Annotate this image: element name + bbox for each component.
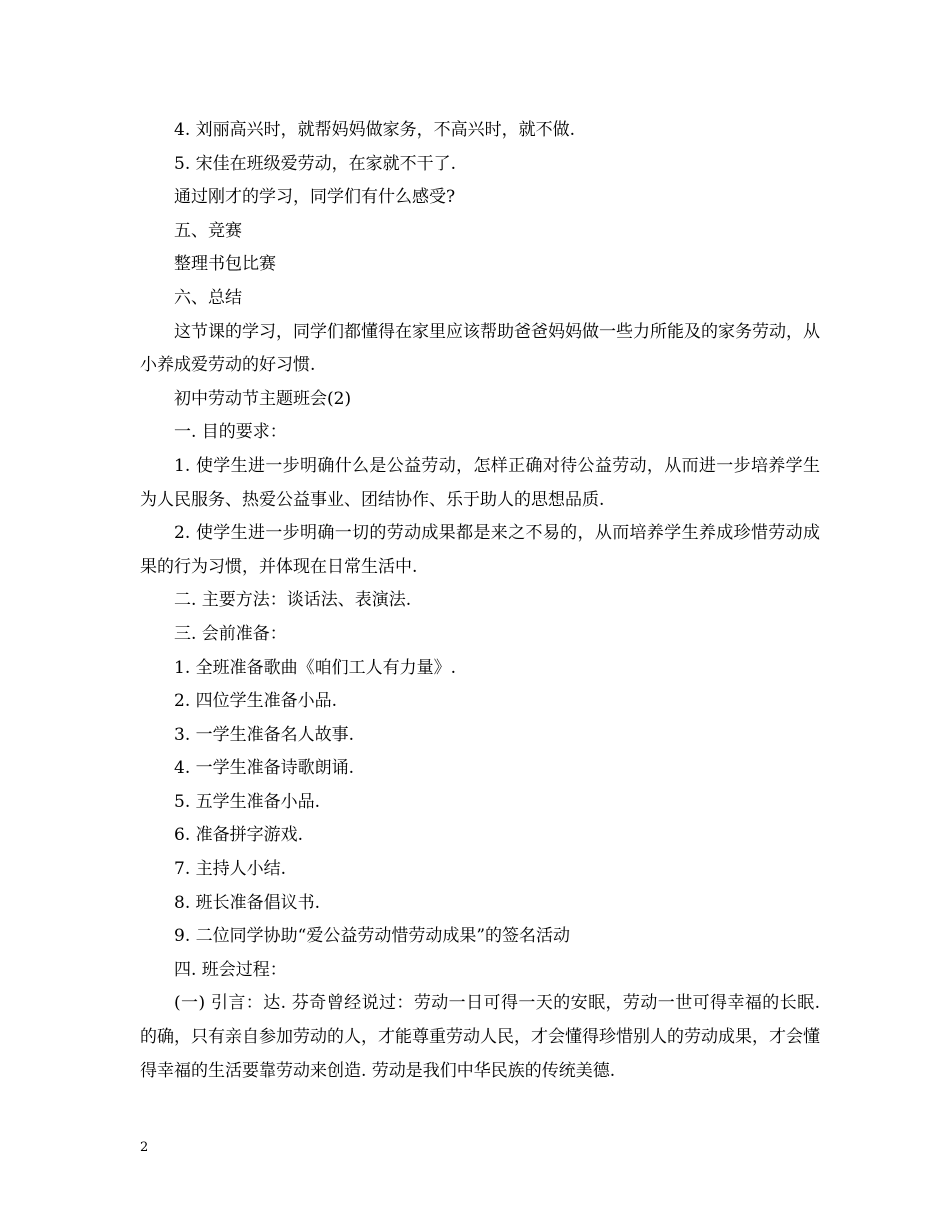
paragraph-goal-2: 2. 使学生进一步明确一切的劳动成果都是来之不易的，从而培养学生养成珍惜劳动成果的行为习惯，并体现在日常生活中. xyxy=(140,523,820,577)
preparation-item-9: 9. 二位同学协助“爱公益劳动惜劳动成果”的签名活动 xyxy=(174,926,571,947)
section-heading-competition: 五、竞赛 xyxy=(174,220,242,241)
preparation-item-2: 2. 四位学生准备小品. xyxy=(174,691,338,712)
preparation-item-8: 8. 班长准备倡议书. xyxy=(174,892,321,913)
section-heading-preparation: 三. 会前准备： xyxy=(174,623,287,644)
preparation-item-4: 4. 一学生准备诗歌朗诵. xyxy=(174,758,355,779)
section-heading-methods: 二. 主要方法：谈话法、表演法. xyxy=(174,590,412,611)
preparation-item-7: 7. 主持人小结. xyxy=(174,859,287,880)
page-number: 2 xyxy=(140,1140,149,1155)
document-body xyxy=(140,114,820,1088)
paragraph-summary: 这节课的学习，同学们都懂得在家里应该帮助爸爸妈妈做一些力所能及的家务劳动，从小养成爱劳动的好习惯. xyxy=(140,321,820,376)
preparation-item-6: 6. 准备拼字游戏. xyxy=(174,825,304,846)
section-heading-goals: 一. 目的要求： xyxy=(174,422,287,443)
section-heading-process: 四. 班会过程： xyxy=(174,959,287,980)
paragraph-item-5: 5. 宋佳在班级爱劳动，在家就不干了. xyxy=(174,153,457,174)
section-heading-summary: 六、总结 xyxy=(174,287,242,308)
paragraph-goal-1: 1. 使学生进一步明确什么是公益劳动，怎样正确对待公益劳动，从而进一步培养学生为人民服务、热爱公益事业、团结协作、乐于助人的思想品质. xyxy=(140,455,820,510)
preparation-item-5: 5. 五学生准备小品. xyxy=(174,791,321,812)
preparation-item-3: 3. 一学生准备名人故事. xyxy=(174,724,355,745)
document-subtitle: 初中劳动节主题班会(2) xyxy=(174,388,352,409)
paragraph-reflection-question: 通过刚才的学习，同学们有什么感受? xyxy=(174,187,456,208)
paragraph-introduction: (一) 引言：达. 芬奇曾经说过：劳动一日可得一天的安眠，劳动一世可得幸福的长眠. 的确，只有亲自参加劳动的人，才能尊重劳动人民，才会懂得珍惜别人的劳动成果，才会懂得幸福的生活要靠劳动来创造. 劳动是我们中华民族的传统美德. xyxy=(140,993,820,1081)
paragraph-competition-name: 整理书包比赛 xyxy=(174,254,276,275)
preparation-item-1: 1. 全班准备歌曲《咱们工人有力量》. xyxy=(174,657,457,678)
paragraph-item-4: 4. 刘丽高兴时，就帮妈妈做家务，不高兴时，就不做. xyxy=(174,120,576,140)
